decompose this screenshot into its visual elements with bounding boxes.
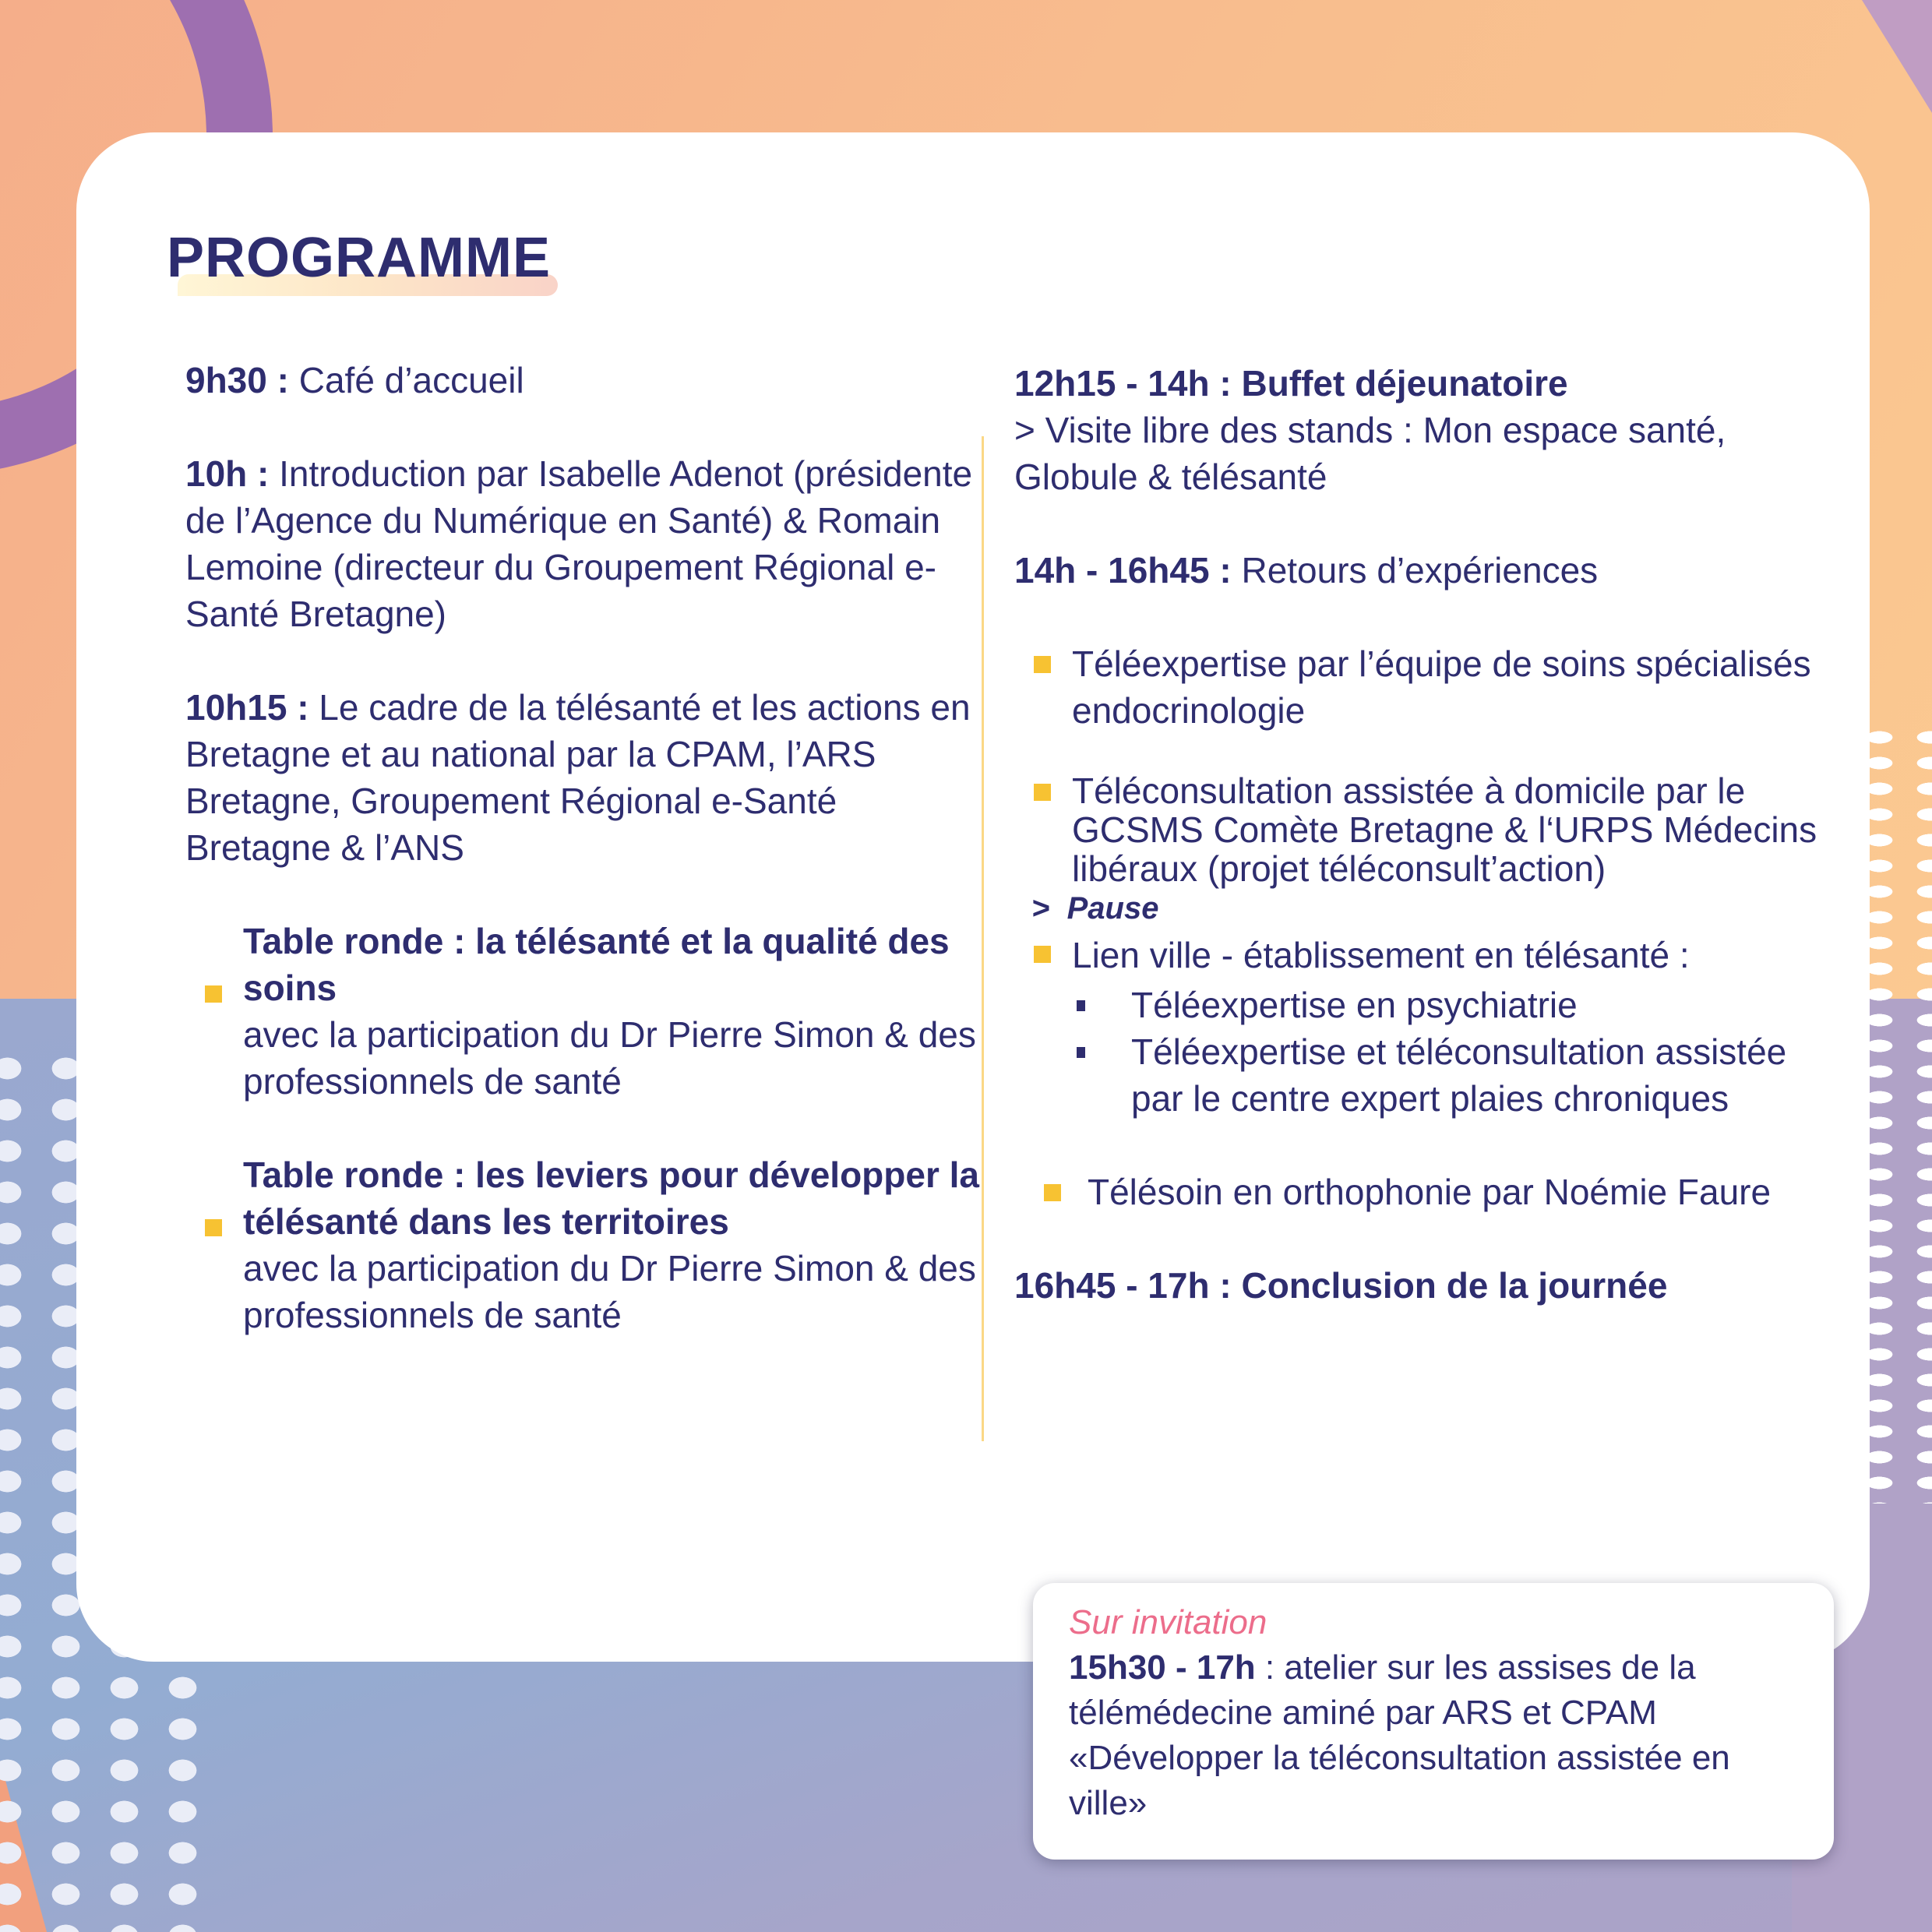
- invitation-box: [1033, 1583, 1834, 1860]
- bullet-square-icon: [205, 1219, 222, 1236]
- bullet-square-icon: [205, 985, 222, 1003]
- sub-item: [1014, 1028, 1824, 1122]
- column-divider: [982, 436, 984, 1441]
- schedule-time: 12h15 - 14h :: [1014, 363, 1232, 404]
- invitation-label: Sur invitation: [1069, 1603, 1267, 1641]
- experience-item: [1014, 771, 1824, 888]
- sub-item: [1014, 982, 1824, 1028]
- experience-text: Lien ville - établissement en télésanté :: [1072, 935, 1690, 975]
- round-table-detail: avec la participation du Dr Pierre Simon & des professionnels de santé: [243, 1248, 976, 1335]
- schedule-time: 10h15 :: [185, 687, 309, 728]
- invitation-text: [1069, 1645, 1817, 1826]
- round-table-detail: avec la participation du Dr Pierre Simon & des professionnels de santé: [243, 1014, 976, 1102]
- feedback-item: [1014, 547, 1824, 594]
- experience-text: Téléconsultation assistée à domicile par le GCSMS Comète Bretagne & l‘URPS Médecins libéraux (projet téléconsult’action): [1072, 770, 1817, 889]
- left-column: [185, 357, 980, 1338]
- bullet-square-icon: [1034, 946, 1051, 963]
- round-table: [185, 1151, 980, 1338]
- schedule-item: [185, 450, 980, 637]
- round-table: [185, 918, 980, 1105]
- schedule-time: 14h - 16h45 :: [1014, 550, 1232, 591]
- invitation-description: : atelier sur les assises de la télémédecine aminé par ARS et CPAM «Développer la téléconsultation assistée en ville»: [1069, 1648, 1730, 1822]
- lunch-detail: > Visite libre des stands : Mon espace santé, Globule & télésanté: [1014, 410, 1726, 497]
- bullet-square-icon: [1034, 784, 1051, 801]
- round-table-title: Table ronde : la télésanté et la qualité des soins: [243, 921, 950, 1008]
- schedule-item: [185, 684, 980, 871]
- bullet-small-square-icon: [1077, 1000, 1085, 1011]
- sub-item-text: Téléexpertise en psychiatrie: [1131, 985, 1578, 1025]
- conclusion-item: [1014, 1262, 1824, 1309]
- pause-item: [1014, 888, 1824, 929]
- schedule-time: 16h45 - 17h :: [1014, 1265, 1232, 1306]
- schedule-item: [185, 357, 980, 404]
- schedule-title: Retours d’expériences: [1231, 550, 1599, 591]
- bullet-square-icon: [1044, 1184, 1061, 1201]
- right-column: [1014, 360, 1824, 1309]
- round-table-title: Table ronde : les leviers pour développer la télésanté dans les territoires: [243, 1155, 979, 1242]
- bullet-square-icon: [1034, 656, 1051, 673]
- schedule-title: Introduction: [269, 453, 467, 494]
- lunch-item: [1014, 360, 1824, 500]
- invitation-content: [1069, 1600, 1817, 1826]
- chevron-right-icon: >: [1031, 891, 1050, 925]
- bullet-small-square-icon: [1077, 1047, 1085, 1058]
- experience-text: Télésoin en orthophonie par Noémie Faure: [1088, 1172, 1772, 1212]
- experience-item: [1014, 1169, 1824, 1215]
- schedule-text: Café d’accueil: [288, 360, 524, 400]
- experience-item: [1014, 640, 1824, 734]
- page-title: PROGRAMME: [167, 227, 551, 289]
- schedule-time: 9h30 :: [185, 360, 289, 400]
- title-block: [167, 226, 551, 290]
- schedule-text: par la CPAM, l’ARS Bretagne, Groupement Régional e-Santé Bretagne & l’ANS: [185, 734, 876, 868]
- schedule-title: Buffet déjeunatoire: [1231, 363, 1568, 404]
- schedule-text: par Isabelle Adenot (présidente de l’Agence du Numérique en Santé) & Romain Lemoine (directeur du Groupement Régional e-Santé Bretagne): [185, 453, 973, 634]
- experience-item: [1014, 929, 1824, 982]
- pause-label: Pause: [1066, 891, 1159, 925]
- experience-text: Téléexpertise par l’équipe de soins spécialisés endocrinologie: [1072, 643, 1811, 731]
- schedule-title: Conclusion de la journée: [1231, 1265, 1668, 1306]
- invitation-time: 15h30 - 17h: [1069, 1648, 1256, 1687]
- schedule-title: Le cadre de la télésanté et les actions en Bretagne et au national: [185, 687, 971, 774]
- sub-item-text: Téléexpertise et téléconsultation assistée par le centre expert plaies chroniques: [1131, 1031, 1787, 1119]
- schedule-time: 10h :: [185, 453, 270, 494]
